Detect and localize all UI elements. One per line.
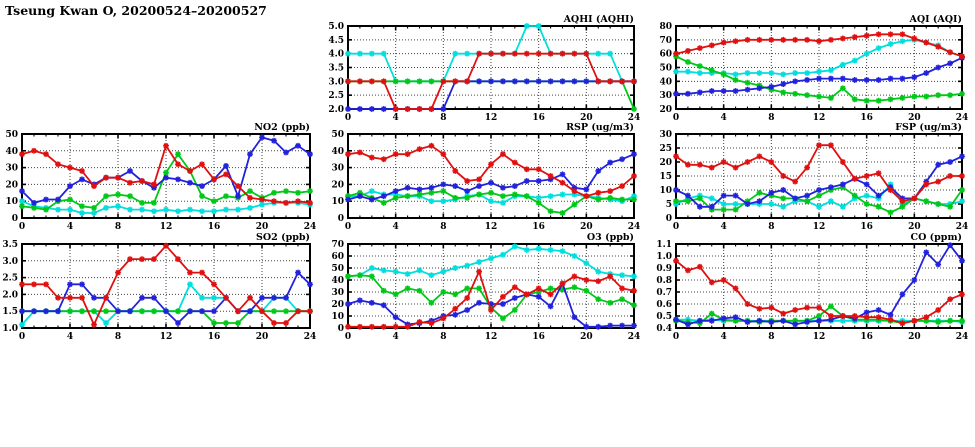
chart-aqhi (328, 14, 640, 123)
y-tick-label: 0.8 (656, 276, 672, 286)
y-tick-label: 1.0 (656, 252, 672, 262)
x-tick-label: 4 (392, 332, 399, 342)
x-tick-label: 12 (484, 222, 498, 232)
x-tick-label: 24 (627, 113, 641, 123)
y-tick-label: 50 (331, 130, 344, 140)
x-tick-label: 0 (18, 222, 26, 232)
y-tick-label: 30 (659, 91, 672, 102)
y-tick-label: 0.5 (656, 312, 672, 322)
y-tick-label: 2.0 (2, 290, 18, 301)
y-tick-label: 30 (331, 163, 344, 174)
x-tick-label: 12 (484, 113, 498, 123)
x-tick-label: 8 (768, 332, 775, 342)
x-tick-label: 4 (720, 113, 727, 123)
x-tick-label: 16 (860, 332, 873, 342)
x-tick-label: 0 (672, 113, 680, 123)
y-tick-label: 80 (659, 22, 672, 32)
x-tick-label: 0 (672, 222, 680, 232)
x-tick-label: 0 (672, 332, 680, 342)
x-tick-label: 12 (812, 113, 826, 123)
chart-title: SO2 (ppb) (256, 232, 310, 243)
chart-title: AQI (AQI) (909, 14, 962, 25)
y-tick-label: 60 (659, 49, 672, 60)
y-tick-label: 5 (665, 200, 672, 210)
series-blue (673, 55, 965, 97)
y-tick-label: 4.5 (328, 35, 344, 46)
x-tick-label: 4 (720, 332, 727, 342)
series-cyan (345, 244, 637, 280)
x-tick-label: 12 (159, 222, 173, 232)
chart-no2 (5, 122, 316, 232)
x-tick-label: 16 (860, 222, 873, 232)
x-tick-label: 16 (860, 113, 873, 123)
y-tick-label: 10 (659, 186, 672, 196)
x-tick-label: 20 (580, 222, 593, 232)
y-tick-label: 20 (659, 105, 672, 115)
y-tick-label: 25 (659, 144, 672, 154)
x-tick-label: 4 (392, 222, 399, 232)
x-tick-label: 20 (255, 222, 269, 232)
y-tick-label: 30 (331, 288, 344, 298)
x-tick-label: 16 (532, 332, 545, 342)
y-tick-label: 30 (659, 130, 672, 140)
y-tick-label: 2.5 (328, 91, 344, 102)
y-tick-label: 0.6 (656, 300, 672, 310)
y-tick-label: 0 (337, 214, 344, 224)
chart-title: RSP (ug/m3) (566, 122, 634, 133)
x-tick-label: 8 (114, 222, 122, 232)
x-tick-label: 8 (440, 332, 447, 342)
y-tick-label: 3.0 (328, 77, 344, 88)
x-tick-label: 24 (303, 222, 317, 232)
y-tick-label: 20 (5, 180, 18, 191)
y-tick-label: 40 (331, 276, 344, 286)
page-title: Tseung Kwan O, 20200524–20200527 (5, 3, 267, 18)
x-tick-label: 4 (66, 222, 74, 232)
x-tick-label: 12 (812, 332, 826, 342)
y-tick-label: 20 (659, 158, 672, 168)
x-tick-label: 8 (114, 332, 122, 342)
x-tick-label: 24 (627, 222, 641, 232)
y-tick-label: 3.5 (2, 240, 18, 250)
y-tick-label: 0.4 (656, 324, 672, 334)
x-tick-label: 8 (440, 113, 447, 123)
y-tick-label: 10 (331, 312, 344, 322)
x-tick-label: 0 (18, 332, 26, 342)
chart-so2 (2, 232, 316, 342)
chart-rsp (331, 122, 640, 232)
y-tick-label: 0.7 (656, 288, 672, 298)
y-tick-label: 3.5 (328, 63, 344, 74)
x-tick-label: 24 (955, 332, 969, 342)
series-red (19, 243, 313, 328)
y-tick-label: 10 (331, 197, 344, 208)
x-tick-label: 20 (908, 222, 921, 232)
x-tick-label: 24 (955, 113, 969, 123)
y-tick-label: 50 (331, 264, 344, 274)
y-tick-label: 50 (5, 130, 18, 140)
x-tick-label: 12 (484, 332, 498, 342)
y-tick-label: 0.9 (656, 264, 672, 274)
y-tick-label: 0 (11, 214, 18, 224)
x-tick-label: 0 (344, 332, 352, 342)
x-tick-label: 0 (344, 222, 352, 232)
y-tick-label: 20 (331, 180, 344, 191)
x-tick-label: 24 (955, 222, 969, 232)
chart-aqi (659, 14, 968, 123)
x-tick-label: 4 (66, 332, 74, 342)
x-tick-label: 8 (768, 222, 775, 232)
y-tick-label: 15 (659, 172, 672, 182)
chart-title: O3 (ppb) (586, 232, 634, 243)
y-tick-label: 70 (659, 35, 672, 46)
x-tick-label: 16 (207, 222, 221, 232)
x-tick-label: 20 (255, 332, 269, 342)
y-tick-label: 1.5 (2, 307, 18, 318)
x-tick-label: 4 (720, 222, 727, 232)
y-tick-label: 40 (5, 146, 18, 157)
y-tick-label: 0 (337, 324, 344, 334)
y-tick-label: 50 (659, 63, 672, 74)
chart-fsp (659, 122, 968, 232)
y-tick-label: 60 (331, 252, 344, 262)
x-tick-label: 20 (908, 332, 921, 342)
y-tick-label: 20 (331, 300, 344, 310)
chart-o3 (331, 232, 640, 342)
y-tick-label: 5.0 (328, 22, 344, 32)
x-tick-label: 16 (207, 332, 221, 342)
x-tick-label: 12 (812, 222, 826, 232)
y-tick-label: 30 (5, 163, 18, 174)
x-tick-label: 16 (532, 113, 545, 123)
x-tick-label: 24 (303, 332, 317, 342)
y-tick-label: 70 (331, 240, 344, 250)
chart-title: CO (ppm) (910, 232, 962, 243)
y-tick-label: 3.0 (2, 256, 18, 267)
x-tick-label: 0 (344, 113, 352, 123)
x-tick-label: 20 (908, 113, 921, 123)
x-tick-label: 4 (392, 113, 399, 123)
y-tick-label: 40 (659, 77, 672, 88)
chart-title: FSP (ug/m3) (895, 122, 962, 133)
x-tick-label: 16 (532, 222, 545, 232)
y-tick-label: 1.0 (2, 324, 18, 334)
chart-title: NO2 (ppb) (254, 122, 310, 133)
y-tick-label: 2.5 (2, 273, 18, 284)
y-tick-label: 1.1 (656, 240, 672, 250)
x-tick-label: 12 (159, 332, 173, 342)
x-tick-label: 20 (580, 332, 593, 342)
x-tick-label: 24 (627, 332, 641, 342)
y-tick-label: 0 (665, 214, 672, 224)
x-tick-label: 20 (580, 113, 593, 123)
y-tick-label: 10 (5, 197, 18, 208)
y-tick-label: 4.0 (328, 49, 344, 60)
chart-title: AQHI (AQHI) (563, 14, 634, 25)
y-tick-label: 40 (331, 146, 344, 157)
y-tick-label: 2.0 (328, 105, 344, 115)
chart-co (656, 232, 968, 342)
x-tick-label: 8 (440, 222, 447, 232)
x-tick-label: 8 (768, 113, 775, 123)
